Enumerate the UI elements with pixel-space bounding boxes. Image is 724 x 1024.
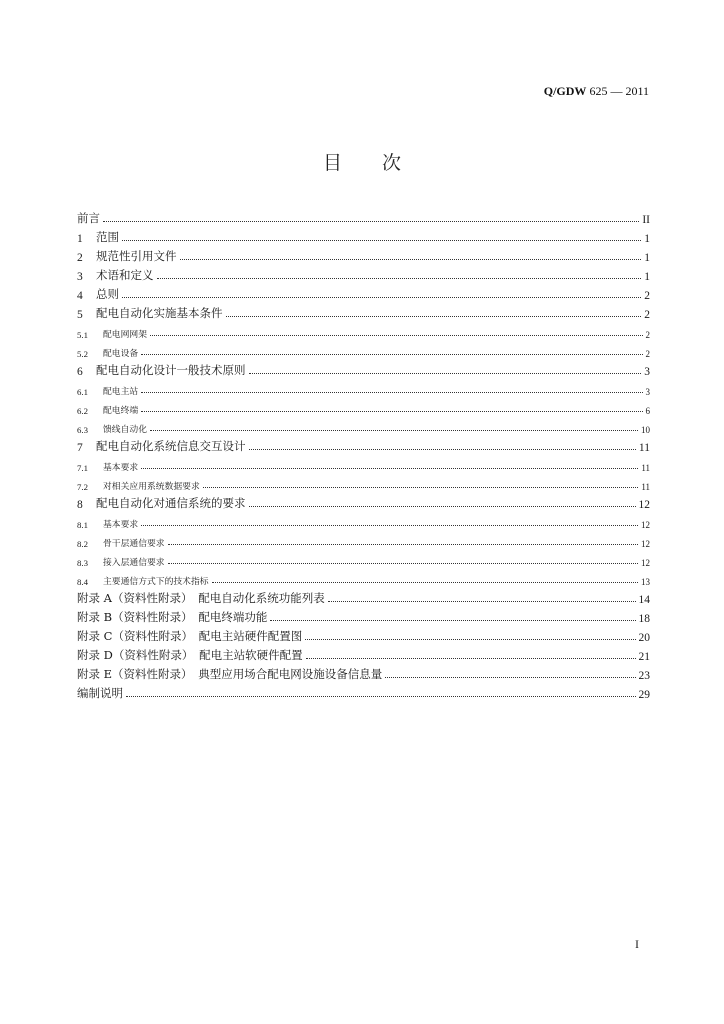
toc-entry-number: 8.1 — [77, 520, 88, 530]
toc-entry-page: 12 — [641, 558, 650, 568]
toc-entry-page: 13 — [641, 577, 650, 587]
toc-leader-dots — [212, 582, 638, 583]
toc-entry-label: 附录 B（资料性附录） 配电终端功能 — [77, 610, 268, 624]
toc-entry[interactable] — [77, 264, 650, 283]
toc-entry-label: 配电自动化对通信系统的要求 — [96, 496, 246, 510]
toc-entry-label: 对相关应用系统数据要求 — [103, 482, 200, 492]
toc-entry-page: 2 — [644, 309, 650, 321]
toc-title: 目次 — [322, 152, 441, 174]
toc-entry-label: 基本要求 — [103, 463, 139, 473]
toc-leader-dots — [103, 221, 639, 222]
toc-entry[interactable] — [77, 644, 650, 663]
toc-entry[interactable] — [77, 283, 650, 302]
toc-entry-number: 6 — [77, 366, 83, 378]
toc-entry[interactable] — [77, 511, 650, 530]
toc-leader-dots — [157, 278, 642, 279]
toc-entry-label: 配电自动化实施基本条件 — [96, 306, 223, 320]
toc-entry[interactable] — [77, 492, 650, 511]
toc-entry-label: 配电网网架 — [103, 330, 147, 340]
toc-entry-label: 附录 D（资料性附录） 配电主站软硬件配置 — [77, 648, 303, 662]
toc-entry-number: 2 — [77, 252, 83, 264]
toc-entry-page: 2 — [644, 290, 650, 302]
toc-leader-dots — [249, 506, 636, 507]
toc-leader-dots — [141, 525, 638, 526]
toc-leader-dots — [249, 373, 642, 374]
toc-entry-page: 12 — [638, 499, 650, 511]
toc-entry[interactable] — [77, 435, 650, 454]
toc-entry-page: 1 — [644, 271, 650, 283]
toc-entry[interactable] — [77, 207, 650, 226]
code-separator: — — [610, 84, 623, 98]
toc-entry[interactable] — [77, 682, 650, 701]
toc-entry[interactable] — [77, 226, 650, 245]
toc-leader-dots — [141, 354, 642, 355]
toc-entry-label: 馈线自动化 — [103, 425, 147, 435]
toc-leader-dots — [122, 240, 641, 241]
toc-entry[interactable] — [77, 663, 650, 682]
toc-entry-label: 附录 E（资料性附录） 典型应用场合配电网设施设备信息量 — [77, 667, 383, 681]
toc-entry-number: 5.2 — [77, 349, 88, 359]
toc-entry-page: II — [642, 214, 650, 226]
toc-entry[interactable] — [77, 302, 650, 321]
toc-entry-page: 11 — [641, 482, 650, 492]
toc-entry[interactable] — [77, 245, 650, 264]
toc-entry-label: 基本要求 — [103, 520, 139, 530]
toc-entry-label: 总则 — [96, 287, 119, 301]
toc-entry-number: 8 — [77, 499, 83, 511]
toc-entry-label: 配电设备 — [103, 349, 139, 359]
toc-entry[interactable] — [77, 359, 650, 378]
toc-leader-dots — [141, 411, 642, 412]
toc-entry[interactable] — [77, 378, 650, 397]
toc-entry-page: 12 — [641, 539, 650, 549]
toc-leader-dots — [150, 335, 643, 336]
toc-entry[interactable] — [77, 568, 650, 587]
toc-leader-dots — [168, 544, 638, 545]
toc-leader-dots — [126, 696, 636, 697]
toc-entry-number: 8.3 — [77, 558, 88, 568]
toc-entry-number: 6.1 — [77, 387, 88, 397]
toc-entry-page: 3 — [644, 366, 650, 378]
toc-entry[interactable] — [77, 340, 650, 359]
toc-entry-page: 6 — [645, 406, 650, 416]
toc-entry[interactable] — [77, 549, 650, 568]
toc-entry-page: 12 — [641, 520, 650, 530]
toc-entry-label: 范围 — [96, 230, 119, 244]
toc-entry-number: 5 — [77, 309, 83, 321]
toc-entry-number: 6.2 — [77, 406, 88, 416]
standard-code: Q/GDW — [543, 84, 587, 98]
toc-entry-label: 接入层通信要求 — [103, 558, 165, 568]
toc-entry-number: 6.3 — [77, 425, 88, 435]
toc-entry-number: 3 — [77, 271, 83, 283]
toc-entry-number: 5.1 — [77, 330, 88, 340]
toc-entry-page: 23 — [638, 670, 650, 682]
toc-entry[interactable] — [77, 606, 650, 625]
toc-entry-page: 21 — [638, 651, 650, 663]
toc-entry[interactable] — [77, 321, 650, 340]
toc-leader-dots — [226, 316, 642, 317]
toc-leader-dots — [141, 468, 638, 469]
document-code — [544, 84, 649, 99]
toc-entry-label: 主要通信方式下的技术指标 — [103, 577, 209, 587]
toc-entry-page: 11 — [641, 463, 650, 473]
toc-entry-page: 20 — [638, 632, 650, 644]
toc-entry-label: 配电终端 — [103, 406, 139, 416]
toc-entry-label: 前言 — [77, 211, 100, 225]
toc-entry-label: 术语和定义 — [96, 268, 154, 282]
toc-entry-number: 8.2 — [77, 539, 88, 549]
toc-entry-number: 4 — [77, 290, 83, 302]
toc-leader-dots — [306, 658, 636, 659]
toc-entry[interactable] — [77, 416, 650, 435]
toc-entry[interactable] — [77, 454, 650, 473]
toc-leader-dots — [203, 487, 639, 488]
standard-number: 625 — [589, 84, 608, 98]
toc-leader-dots — [385, 677, 635, 678]
toc-entry[interactable] — [77, 625, 650, 644]
standard-year: 2011 — [625, 84, 649, 98]
table-of-contents — [77, 207, 650, 701]
toc-entry-page: 10 — [641, 425, 650, 435]
toc-entry-label: 配电自动化系统信息交互设计 — [96, 439, 246, 453]
toc-leader-dots — [141, 392, 642, 393]
toc-entry[interactable] — [77, 587, 650, 606]
toc-leader-dots — [150, 430, 638, 431]
page-number: I — [635, 937, 639, 951]
toc-entry-label: 规范性引用文件 — [96, 249, 177, 263]
toc-entry-label: 配电自动化设计一般技术原则 — [96, 363, 246, 377]
toc-entry-label: 附录 C（资料性附录） 配电主站硬件配置图 — [77, 629, 303, 643]
toc-leader-dots — [168, 563, 638, 564]
toc-entry[interactable] — [77, 530, 650, 549]
toc-leader-dots — [249, 449, 636, 450]
toc-entry-label: 编制说明 — [77, 686, 123, 700]
toc-entry-page: 3 — [645, 387, 650, 397]
toc-entry-label: 骨干层通信要求 — [103, 539, 165, 549]
toc-entry-label: 附录 A（资料性附录） 配电自动化系统功能列表 — [77, 591, 325, 605]
toc-leader-dots — [305, 639, 635, 640]
toc-leader-dots — [270, 620, 635, 621]
toc-entry-page: 29 — [638, 689, 650, 701]
toc-entry[interactable] — [77, 473, 650, 492]
toc-entry-page: 1 — [644, 233, 650, 245]
toc-leader-dots — [180, 259, 642, 260]
toc-entry-number: 8.4 — [77, 577, 88, 587]
toc-entry-number: 1 — [77, 233, 83, 245]
toc-entry-number: 7 — [77, 442, 83, 454]
toc-entry-page: 18 — [638, 613, 650, 625]
toc-entry-page: 14 — [638, 594, 650, 606]
toc-entry[interactable] — [77, 397, 650, 416]
toc-entry-page: 11 — [638, 442, 650, 454]
toc-entry-number: 7.1 — [77, 463, 88, 473]
toc-entry-page: 2 — [645, 349, 650, 359]
toc-entry-page: 1 — [644, 252, 650, 264]
toc-leader-dots — [328, 601, 636, 602]
toc-entry-number: 7.2 — [77, 482, 88, 492]
toc-entry-label: 配电主站 — [103, 387, 139, 397]
toc-leader-dots — [122, 297, 641, 298]
toc-entry-page: 2 — [645, 330, 650, 340]
